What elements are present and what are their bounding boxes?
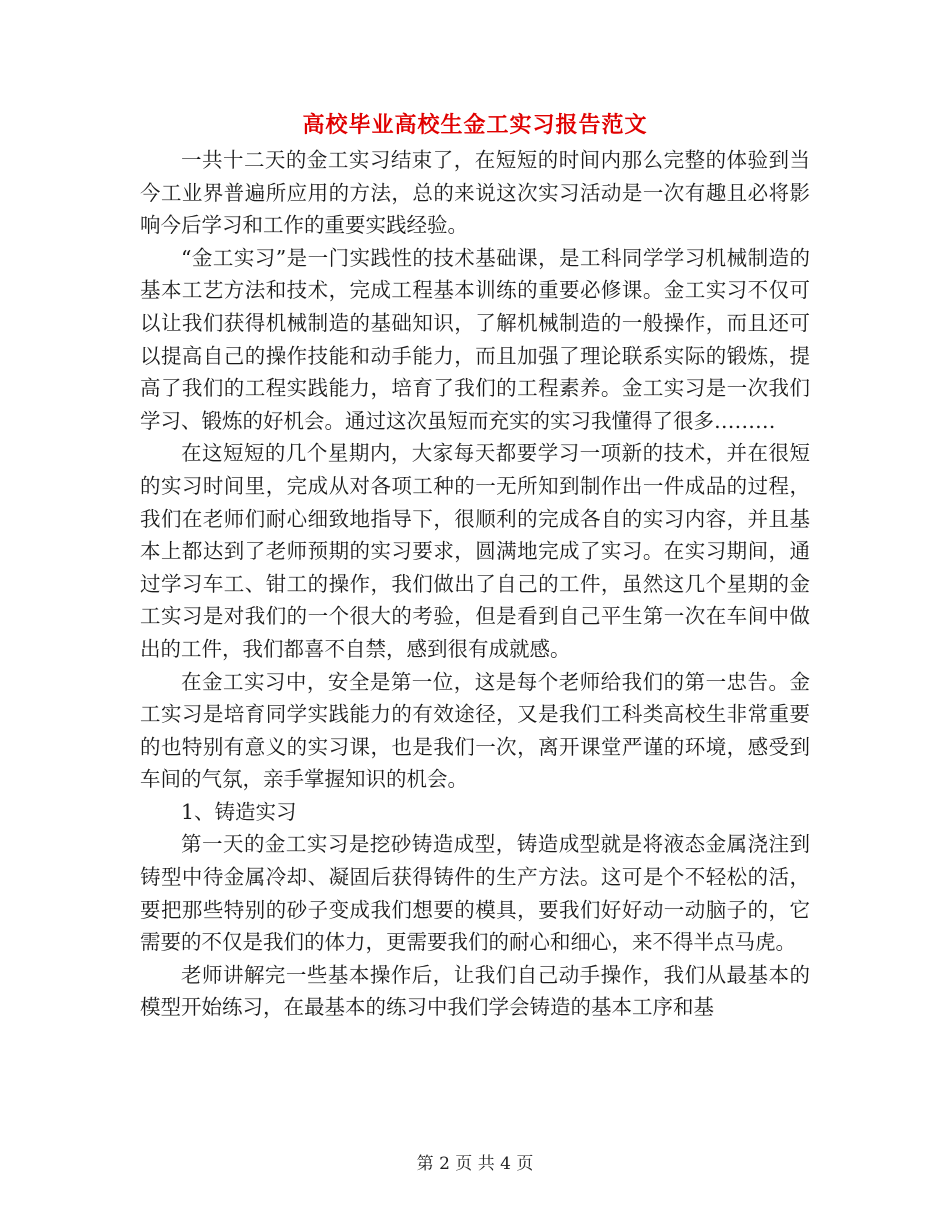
paragraph-weeks-experience: 在这短短的几个星期内，大家每天都要学习一项新的技术，并在很短的实习时间里，完成从对各项工种的一无所知到制作出一件成品的过程，我们在老师们耐心细致地指导下，很顺利的完成各自的实习内容，并且基本上都达到了老师预期的实习要求，圆满地完成了实习。在实习期间，通过学习车工、钳工的操作，我们做出了自己的工件，虽然这几个星期的金工实习是对我们的一个很大的考验，但是看到自己平生第一次在车间中做出的工件，我们都喜不自禁，感到很有成就感。 — [140, 441, 810, 661]
paragraph-intro: 一共十二天的金工实习结束了，在短短的时间内那么完整的体验到当今工业界普遍所应用的方法，总的来说这次实习活动是一次有趣且必将影响今后学习和工作的重要实践经验。 — [140, 148, 810, 238]
page-number-footer: 第 2 页 共 4 页 — [416, 1154, 534, 1174]
paragraph-casting-day-one: 第一天的金工实习是挖砂铸造成型，铸造成型就是将液态金属浇注到铸型中待金属冷却、凝固后获得铸件的生产方法。这可是个不轻松的活，要把那些特别的砂子变成我们想要的模具，要我们好好动一动脑子的，它需要的不仅是我们的体力，更需要我们的耐心和细心，来不得半点马虎。 — [140, 832, 810, 955]
paragraph-course-description: “金工实习”是一门实践性的技术基础课，是工科同学学习机械制造的基本工艺方法和技术，完成工程基本训练的重要必修课。金工实习不仅可以让我们获得机械制造的基础知识，了解机械制造的一般操作，而且还可以提高自己的操作技能和动手能力，而且加强了理论联系实际的锻炼，提高了我们的工程实践能力，培育了我们的工程素养。金工实习是一次我们学习、锻炼的好机会。通过这次虽短而充实的实习我懂得了很多……… — [140, 245, 810, 433]
paragraph-casting-practice: 老师讲解完一些基本操作后，让我们自己动手操作，我们从最基本的模型开始练习，在最基本的练习中我们学会铸造的基本工序和基 — [140, 962, 810, 1020]
paragraph-safety: 在金工实习中，安全是第一位，这是每个老师给我们的第一忠告。金工实习是培育同学实践能力的有效途径，又是我们工科类高校生非常重要的也特别有意义的实习课，也是我们一次，离开课堂严谨的环境，感受到车间的气氛，亲手掌握知识的机会。 — [140, 669, 810, 792]
section-heading-casting: 1、铸造实习 — [181, 799, 297, 824]
document-title: 高校毕业高校生金工实习报告范文 — [302, 112, 648, 138]
document-body — [140, 144, 810, 1024]
